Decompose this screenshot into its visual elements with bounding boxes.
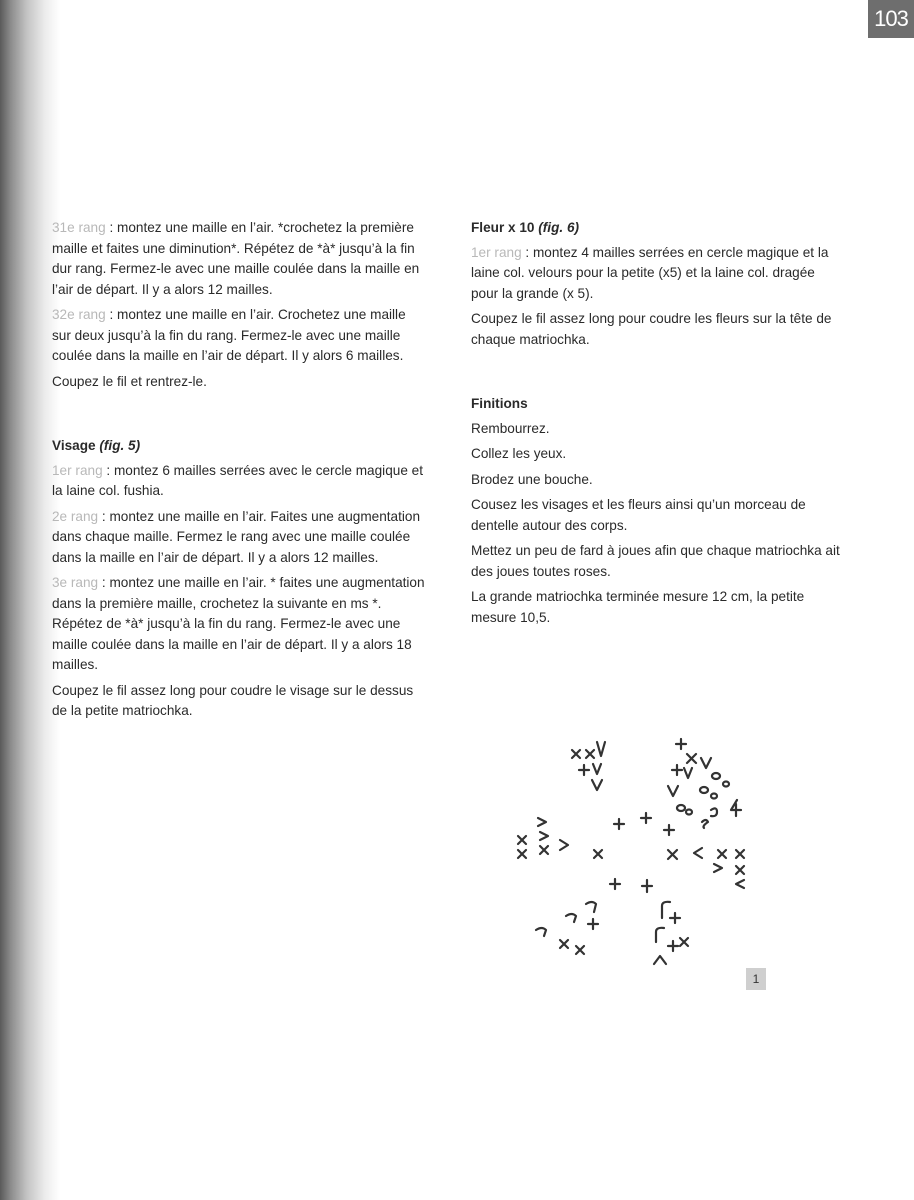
cut-thread-paragraph: Coupez le fil et rentrez-le. (52, 373, 207, 389)
visage-rang-1: 1er rang : montez 6 mailles serrées avec le cercle magique et la laine col. fushia. (52, 462, 423, 498)
figure-number: 1 (746, 968, 766, 990)
left-column (52, 218, 426, 727)
fleur-heading: Fleur x 10 (fig. 6) (471, 220, 580, 235)
rang-label: 31e rang (52, 220, 106, 235)
rang-label: 1er rang (52, 462, 103, 478)
finitions-step: Cousez les visages et les fleurs ainsi qu’un morceau de dentelle autour des corps. (471, 497, 806, 533)
rang-label: 1er rang (471, 244, 522, 260)
visage-heading: Visage (fig. 5) (52, 438, 141, 453)
rang-label: 32e rang (52, 307, 106, 322)
finitions-step: Rembourrez. (471, 420, 550, 436)
visage-cut-paragraph: Coupez le fil assez long pour coudre le visage sur le dessus de la petite matriochka. (52, 682, 414, 718)
fleur-cut-paragraph: Coupez le fil assez long pour coudre les fleurs sur la tête de chaque matriochka. (471, 311, 832, 347)
finitions-step: Collez les yeux. (471, 446, 567, 461)
rang-31-paragraph: 31e rang : montez une maille en l’air. *crochetez la première maille et faites une diminution*. Répétez de *à* jusqu’à la fin dur rang. Fermez-le avec une maille coulée dans la maille en l’air de départ. Il y a alors 12 mailles. (52, 220, 420, 297)
finitions-step: Brodez une bouche. (471, 471, 593, 487)
page-number: 103 (868, 0, 914, 38)
crochet-chart-diagram (504, 728, 774, 978)
finitions-heading: Finitions (471, 396, 528, 411)
visage-rang-3: 3e rang : montez une maille en l’air. * faites une augmentation dans la première maille, crochetez la suivante en ms *. Répétez de *à* jusqu’à la fin du rang. Fermez-le avec une maille coulée dans la maille en l’air de départ. Il y a alors 18 mailles. (52, 575, 425, 672)
finitions-step: La grande matriochka terminée mesure 12 cm, la petite mesure 10,5. (471, 589, 805, 625)
rang-label: 2e rang (52, 508, 99, 524)
fleur-rang-1: 1er rang : montez 4 mailles serrées en cercle magique et la laine col. velours pour la petite (x5) et la laine col. dragée pour la grande (x 5). (471, 244, 829, 301)
rang-32-paragraph: 32e rang : montez une maille en l’air. Crochetez une maille sur deux jusqu’à la fin du rang. Fermez-le avec une maille coulée dans la maille en l’air de départ. Il y alors 6 mailles. (52, 307, 406, 363)
right-column (471, 218, 845, 633)
finitions-step: Mettez un peu de fard à joues afin que chaque matriochka ait des joues toutes roses. (471, 543, 840, 579)
book-spine-shadow (0, 0, 60, 1200)
rang-label: 3e rang (52, 575, 99, 590)
visage-rang-2: 2e rang : montez une maille en l’air. Faites une augmentation dans chaque maille. Fermez le rang avec une maille coulée dans la maille en l’air de départ. Il y a alors 12 mailles. (52, 508, 421, 565)
